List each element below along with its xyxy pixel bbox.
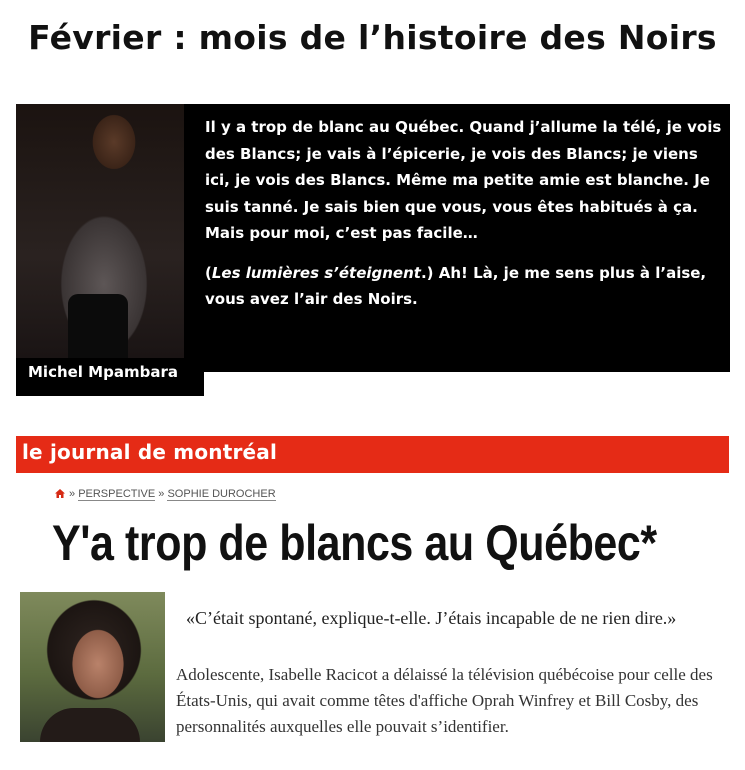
- quote-paragraph-2-rest: .) Ah! Là, je me sens plus à l’aise, vous avez l’air des Noirs.: [205, 263, 707, 308]
- quote-paragraph-2: [205, 260, 725, 313]
- newspaper-masthead[interactable]: le journal de montréal: [22, 440, 278, 464]
- stage-direction: Les lumières s’éteignent: [211, 263, 421, 282]
- photo-michel-mpambara: [16, 104, 184, 358]
- breadcrumb-separator: »: [158, 488, 165, 500]
- quote-text: [205, 114, 725, 313]
- breadcrumb-author-link[interactable]: SOPHIE DUROCHER: [167, 488, 276, 500]
- page-title: Février : mois de l’histoire des Noirs: [28, 18, 717, 57]
- photo-shoulders-shape: [40, 708, 140, 742]
- breadcrumb-section-link[interactable]: PERSPECTIVE: [78, 488, 156, 500]
- photo-caption: Michel Mpambara: [28, 363, 178, 381]
- quote-paren-open: (: [205, 263, 212, 282]
- quote-paragraph-1: Il y a trop de blanc au Québec. Quand j’allume la télé, je vois des Blancs; je vais à l’épicerie, je vois des Blancs; je viens ici, je vois des Blancs. Même ma petite amie est blanche. Je suis tanné. Je sais bien que vous, vous êtes habitués à ça. Mais pour moi, c’est pas facile…: [205, 118, 722, 242]
- breadcrumb-separator: »: [69, 488, 76, 500]
- breadcrumb: [55, 488, 276, 500]
- pull-quote: «C’était spontané, explique-t-elle. J’étais incapable de ne rien dire.»: [186, 608, 677, 628]
- article-body: Adolescente, Isabelle Racicot a délaissé la télévision québécoise pour celle des États-Unis, qui avait comme têtes d'affiche Oprah Winfrey et Bill Cosby, des personnalités auxquelles elle pouvait s’identifier.: [176, 665, 713, 736]
- home-icon[interactable]: [55, 489, 65, 498]
- article-headline: Y'a trop de blancs au Québec*: [52, 515, 657, 571]
